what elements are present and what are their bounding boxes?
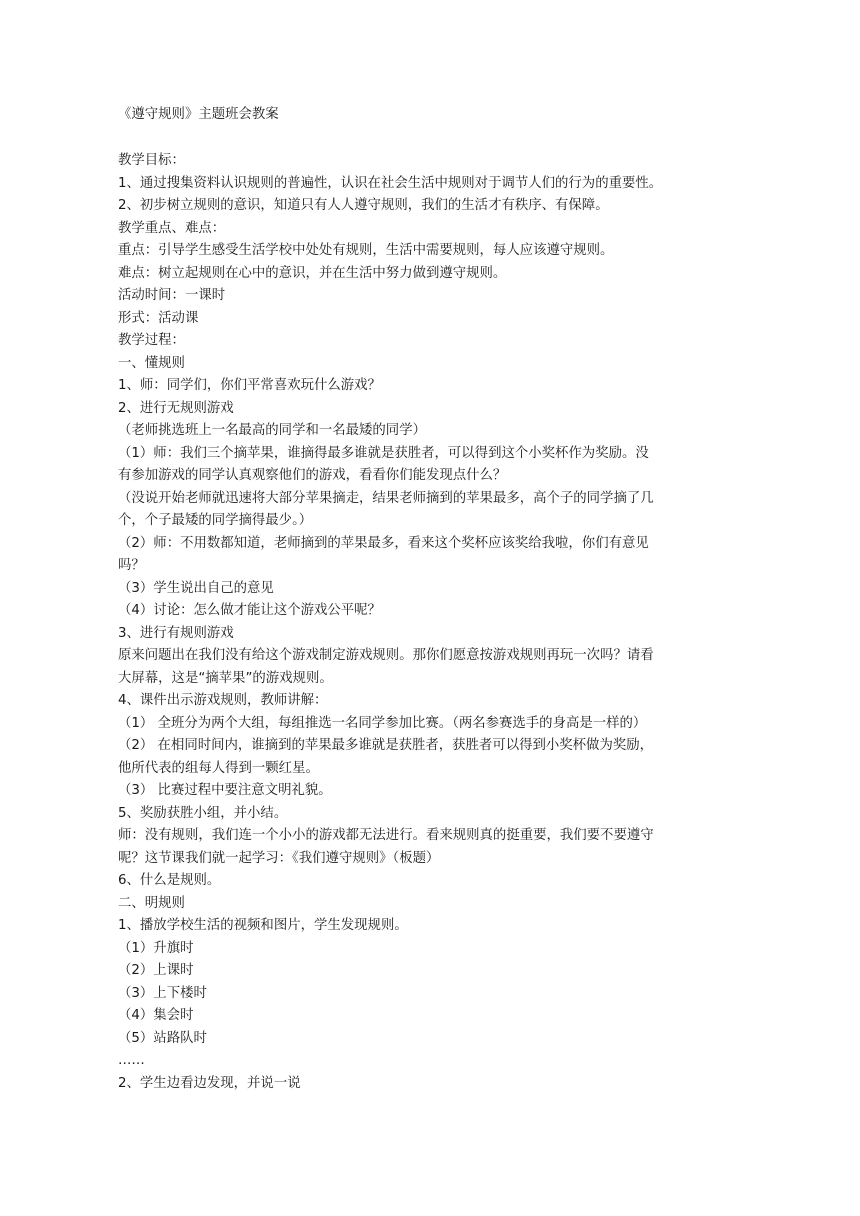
text-line: 4、课件出示游戏规则，教师讲解：: [118, 693, 328, 708]
text-line: （2） 在相同时间内，谁摘到的苹果最多谁就是获胜者，获胜者可以得到小奖杯做为奖励，: [118, 738, 654, 753]
text-line: 6、什么是规则。: [118, 873, 221, 888]
section-heading-teaching-goals: 教学目标：: [118, 153, 185, 168]
text-line: 活动时间：一课时: [118, 288, 226, 303]
text-line: （2）上课时: [118, 963, 194, 978]
text-line: （1）升旗时: [118, 940, 194, 956]
text-line: （3）学生说出自己的意见: [118, 580, 274, 596]
text-line: 2、进行无规则游戏: [118, 400, 234, 416]
text-line: 他所代表的组每人得到一颗红星。: [118, 760, 319, 776]
text-line: 有参加游戏的同学认真观察他们的游戏，看看你们能发现点什么？: [118, 468, 507, 483]
text-line: （1）师：我们三个摘苹果，谁摘得最多谁就是获胜者，可以得到这个小奖杯作为奖励。没: [118, 445, 649, 461]
text-line: 1、师：同学们，你们平常喜欢玩什么游戏？: [118, 378, 381, 393]
text-line: （2）师：不用数都知道，老师摘到的苹果最多，看来这个奖杯应该奖给我啦，你们有意见: [118, 535, 649, 551]
text-line: （1） 全班分为两个大组，每组推选一名同学参加比赛。（两名参赛选手的身高是一样的）: [118, 715, 647, 731]
text-line: 难点：树立起规则在心中的意识，并在生活中努力做到遵守规则。: [118, 265, 507, 281]
section-heading-part-two: 二、明规则: [118, 895, 185, 911]
document-title: 《遵守规则》主题班会教案: [118, 107, 279, 122]
text-line: 5、奖励获胜小组，并小结。: [118, 805, 288, 821]
text-line: 2、初步树立规则的意识，知道只有人人遵守规则，我们的生活才有秩序、有保障。: [118, 198, 609, 213]
text-line: 原来问题出在我们没有给这个游戏制定游戏规则。那你们愿意按游戏规则再玩一次吗？请看: [118, 648, 654, 663]
text-line: 1、通过搜集资料认识规则的普遍性，认识在社会生活中规则对于调节人们的行为的重要性。: [118, 175, 663, 191]
text-line: （3） 比赛过程中要注意文明礼貌。: [118, 783, 332, 798]
text-line: （4）集会时: [118, 1008, 194, 1023]
text-line: 形式：活动课: [118, 310, 199, 326]
document-body: [118, 104, 758, 1095]
section-heading-part-one: 一、懂规则: [118, 355, 185, 371]
text-line: 大屏幕，这是“摘苹果”的游戏规则。: [118, 670, 333, 686]
text-line: 2、学生边看边发现，并说一说: [118, 1075, 301, 1091]
text-line: （3）上下楼时: [118, 985, 207, 1001]
section-heading-process: 教学过程：: [118, 333, 185, 348]
text-line: （老师挑选班上一名最高的同学和一名最矮的同学）: [118, 423, 426, 438]
text-line: （没说开始老师就迅速将大部分苹果摘走，结果老师摘到的苹果最多，高个子的同学摘了几: [118, 490, 654, 506]
blank-line: [118, 126, 758, 150]
text-line: （5）站路队时: [118, 1030, 207, 1046]
text-line: 呢？这节课我们就一起学习：《我们遵守规则》（板题）: [118, 850, 440, 866]
ellipsis-line: ……: [118, 1053, 145, 1068]
text-line: 个，个子最矮的同学摘得最少。）: [118, 513, 313, 528]
text-line: 吗？: [118, 558, 145, 573]
text-line: 重点：引导学生感受生活学校中处处有规则，生活中需要规则，每人应该遵守规则。: [118, 243, 614, 258]
section-heading-key-points: 教学重点、难点：: [118, 220, 226, 236]
text-line: （4）讨论：怎么做才能让这个游戏公平呢？: [118, 603, 381, 618]
text-line: 1、播放学校生活的视频和图片，学生发现规则。: [118, 918, 408, 933]
text-line: 师：没有规则，我们连一个小小的游戏都无法进行。看来规则真的挺重要，我们要不要遵守: [118, 828, 654, 843]
text-line: 3、进行有规则游戏: [118, 625, 234, 641]
